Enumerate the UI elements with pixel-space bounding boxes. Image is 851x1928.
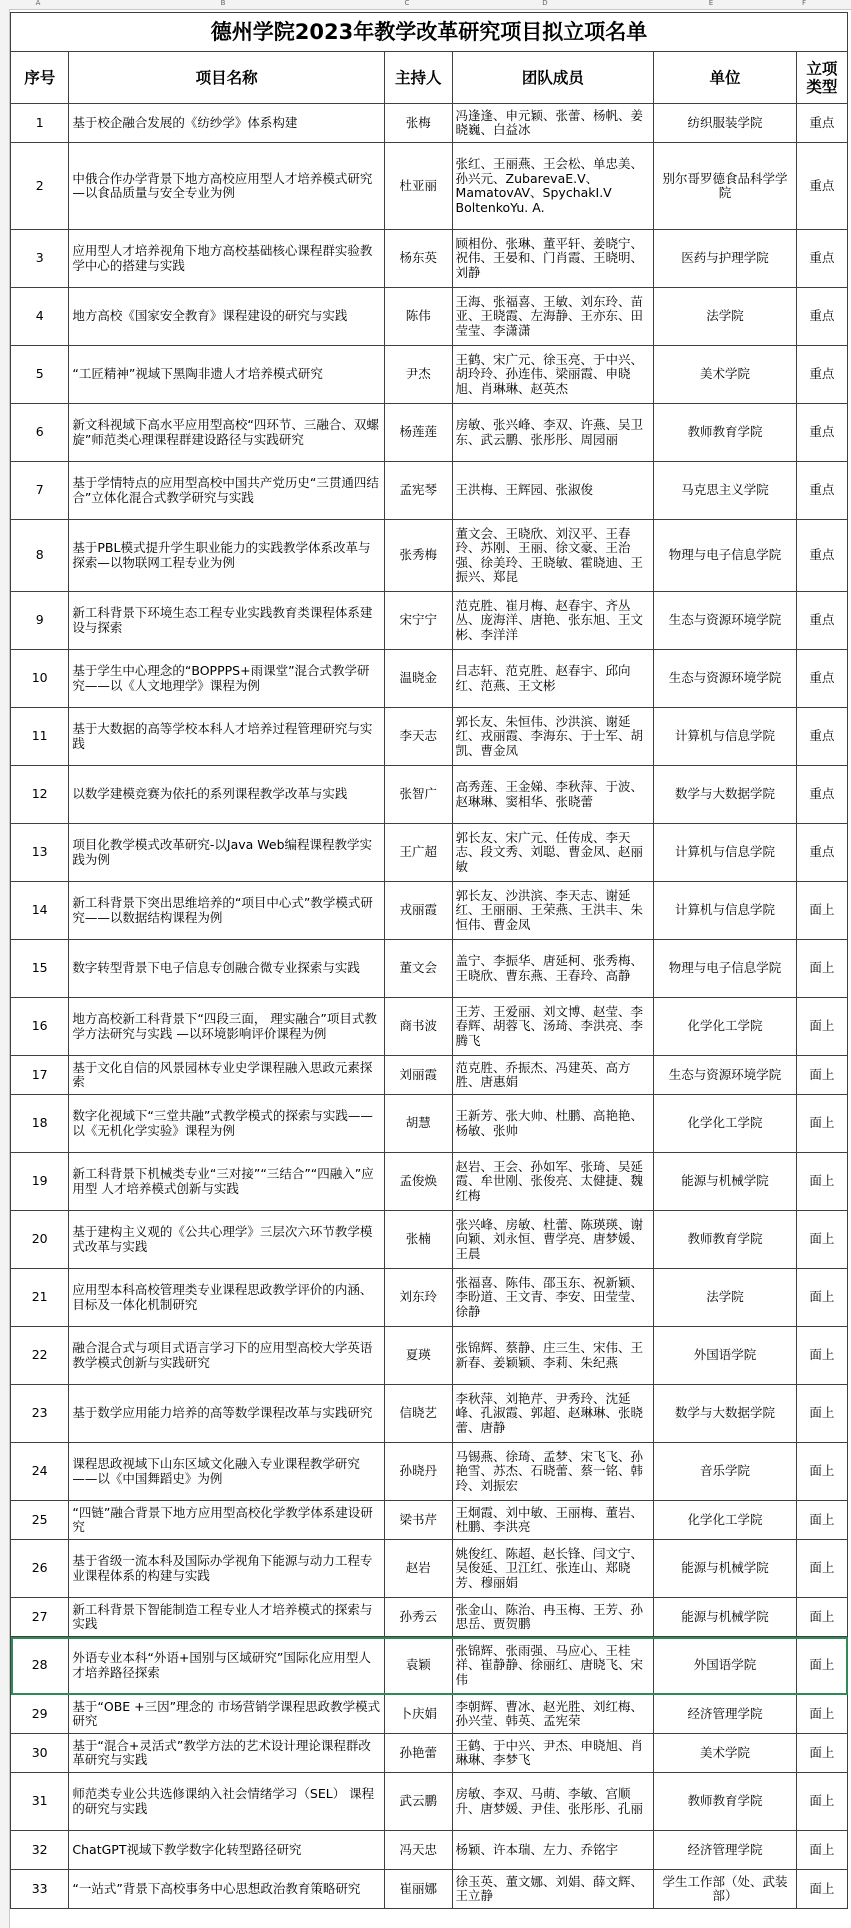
row-number[interactable]: 30 bbox=[11, 1734, 69, 1773]
unit-name[interactable]: 计算机与信息学院 bbox=[654, 708, 796, 766]
header-type[interactable]: 立项类型 bbox=[796, 52, 847, 104]
host-name[interactable]: 宋宁宁 bbox=[384, 592, 452, 650]
project-name[interactable]: “一站式”背景下高校事务中心思想政治教育策略研究 bbox=[69, 1870, 385, 1909]
host-name[interactable]: 孟俊焕 bbox=[384, 1153, 452, 1211]
column-header-bar bbox=[0, 0, 851, 10]
project-type[interactable]: 重点 bbox=[796, 143, 847, 230]
table-row bbox=[11, 1734, 848, 1773]
host-name[interactable]: 孙艳蕾 bbox=[384, 1734, 452, 1773]
project-type[interactable]: 面上 bbox=[796, 1385, 847, 1443]
host-name[interactable]: 温晓金 bbox=[384, 650, 452, 708]
row-number[interactable]: 18 bbox=[11, 1095, 69, 1153]
project-name[interactable]: ChatGPT视域下教学数字化转型路径研究 bbox=[69, 1831, 385, 1870]
row-number[interactable]: 3 bbox=[11, 230, 69, 288]
row-number[interactable]: 5 bbox=[11, 346, 69, 404]
host-name[interactable]: 尹杰 bbox=[384, 346, 452, 404]
header-team[interactable]: 团队成员 bbox=[452, 52, 654, 104]
team-members[interactable]: 王鹤、于中兴、尹杰、申晓旭、肖琳琳、李梦飞 bbox=[452, 1734, 654, 1773]
unit-name[interactable]: 能源与机械学院 bbox=[654, 1598, 796, 1637]
host-name[interactable]: 戎丽霞 bbox=[384, 882, 452, 940]
team-members[interactable]: 李秋萍、刘艳芹、尹秀玲、沈延峰、孔淑霞、郭超、赵琳琳、张晓蕾、唐静 bbox=[452, 1385, 654, 1443]
table-row bbox=[11, 882, 848, 940]
host-name[interactable]: 杨东英 bbox=[384, 230, 452, 288]
table-row bbox=[11, 1327, 848, 1385]
project-name[interactable]: 应用型人才培养视角下地方高校基础核心课程群实验教学中心的搭建与实践 bbox=[69, 230, 385, 288]
unit-name[interactable]: 物理与电子信息学院 bbox=[654, 520, 796, 592]
unit-name[interactable]: 法学院 bbox=[654, 288, 796, 346]
row-number[interactable]: 7 bbox=[11, 462, 69, 520]
team-members[interactable]: 郭长友、宋广元、任传成、李天志、段文秀、刘聪、曹金凤、赵丽敏 bbox=[452, 824, 654, 882]
row-number[interactable]: 24 bbox=[11, 1443, 69, 1501]
unit-name[interactable]: 计算机与信息学院 bbox=[654, 824, 796, 882]
project-name[interactable]: 基于校企融合发展的《纺纱学》体系构建 bbox=[69, 104, 385, 143]
host-name[interactable]: 杜亚丽 bbox=[384, 143, 452, 230]
team-members[interactable]: 张兴峰、房敏、杜蕾、陈瑛瑛、谢向颖、刘永恒、曹学亮、唐梦媛、王晨 bbox=[452, 1211, 654, 1269]
project-name[interactable]: 中俄合作办学背景下地方高校应用型人才培养模式研究—以食品质量与安全专业为例 bbox=[69, 143, 385, 230]
team-members[interactable]: 姚俊红、陈超、赵长锋、闫文宁、吴俊延、卫江红、张连山、郑晓芳、穆丽娟 bbox=[452, 1540, 654, 1598]
table-row bbox=[11, 1773, 848, 1831]
host-name[interactable]: 赵岩 bbox=[384, 1540, 452, 1598]
unit-name[interactable]: 物理与电子信息学院 bbox=[654, 940, 796, 998]
host-name[interactable]: 张秀梅 bbox=[384, 520, 452, 592]
host-name[interactable]: 冯天忠 bbox=[384, 1831, 452, 1870]
table-row bbox=[11, 708, 848, 766]
row-number[interactable]: 11 bbox=[11, 708, 69, 766]
project-name[interactable]: “四链”融合背景下地方应用型高校化学教学体系建设研究 bbox=[69, 1501, 385, 1540]
team-members[interactable]: 郭长友、沙洪滨、李天志、谢延红、王丽丽、王荣燕、王洪丰、朱恒伟、曹金凤 bbox=[452, 882, 654, 940]
unit-name[interactable]: 化学化工学院 bbox=[654, 1501, 796, 1540]
project-type[interactable]: 重点 bbox=[796, 104, 847, 143]
unit-name[interactable]: 教师教育学院 bbox=[654, 404, 796, 462]
row-number[interactable]: 32 bbox=[11, 1831, 69, 1870]
sheet-title[interactable]: 德州学院2023年教学改革研究项目拟立项名单 bbox=[11, 13, 848, 52]
row-number[interactable]: 14 bbox=[11, 882, 69, 940]
project-type[interactable]: 面上 bbox=[796, 1443, 847, 1501]
project-type[interactable]: 重点 bbox=[796, 650, 847, 708]
header-unit[interactable]: 单位 bbox=[654, 52, 796, 104]
column-letter-d[interactable]: D bbox=[542, 0, 548, 7]
team-members[interactable]: 王鹤、宋广元、徐玉亮、于中兴、胡玲玲、孙连伟、梁丽霞、申晓旭、肖琳琳、赵英杰 bbox=[452, 346, 654, 404]
table-row bbox=[11, 288, 848, 346]
project-name[interactable]: 新工科背景下智能制造工程专业人才培养模式的探索与实践 bbox=[69, 1598, 385, 1637]
table-row bbox=[11, 1385, 848, 1443]
table-row bbox=[11, 1637, 848, 1695]
table-row bbox=[11, 998, 848, 1056]
unit-name[interactable]: 化学化工学院 bbox=[654, 1095, 796, 1153]
team-members[interactable]: 高秀莲、王金娣、李秋萍、于波、赵琳琳、窦相华、张晓蕾 bbox=[452, 766, 654, 824]
table-row bbox=[11, 1153, 848, 1211]
project-name[interactable]: 融合混合式与项目式语言学习下的应用型高校大学英语教学模式创新与实践研究 bbox=[69, 1327, 385, 1385]
project-name[interactable]: 基于建构主义观的《公共心理学》三层次六环节教学模式改革与实践 bbox=[69, 1211, 385, 1269]
host-name[interactable]: 商书波 bbox=[384, 998, 452, 1056]
host-name[interactable]: 夏瑛 bbox=[384, 1327, 452, 1385]
project-type[interactable]: 重点 bbox=[796, 824, 847, 882]
row-number[interactable]: 20 bbox=[11, 1211, 69, 1269]
row-number[interactable]: 1 bbox=[11, 104, 69, 143]
team-members[interactable]: 郭长友、朱恒伟、沙洪滨、谢延红、戎丽霞、李海东、于士军、胡凯、曹金凤 bbox=[452, 708, 654, 766]
host-name[interactable]: 董文会 bbox=[384, 940, 452, 998]
project-name[interactable]: 基于PBL模式提升学生职业能力的实践教学体系改革与探索—以物联网工程专业为例 bbox=[69, 520, 385, 592]
unit-name[interactable]: 教师教育学院 bbox=[654, 1773, 796, 1831]
row-number[interactable]: 26 bbox=[11, 1540, 69, 1598]
row-number[interactable]: 13 bbox=[11, 824, 69, 882]
project-name[interactable]: 新工科背景下环境生态工程专业实践教育类课程体系建设与探索 bbox=[69, 592, 385, 650]
table-row bbox=[11, 1695, 848, 1734]
project-name[interactable]: 基于大数据的高等学校本科人才培养过程管理研究与实践 bbox=[69, 708, 385, 766]
project-type[interactable]: 面上 bbox=[796, 1773, 847, 1831]
unit-name[interactable]: 计算机与信息学院 bbox=[654, 882, 796, 940]
row-number[interactable]: 31 bbox=[11, 1773, 69, 1831]
table-row bbox=[11, 1269, 848, 1327]
project-type[interactable]: 重点 bbox=[796, 404, 847, 462]
project-name[interactable]: 基于“混合+灵活式”教学方法的艺术设计理论课程群改革研究与实践 bbox=[69, 1734, 385, 1773]
unit-name[interactable]: 化学化工学院 bbox=[654, 998, 796, 1056]
host-name[interactable]: 武云鹏 bbox=[384, 1773, 452, 1831]
project-type[interactable]: 面上 bbox=[796, 1598, 847, 1637]
table-row bbox=[11, 650, 848, 708]
team-members[interactable]: 王洪梅、王辉园、张淑俊 bbox=[452, 462, 654, 520]
project-name[interactable]: 应用型本科高校管理类专业课程思政教学评价的内涵、目标及一体化机制研究 bbox=[69, 1269, 385, 1327]
team-members[interactable]: 范克胜、乔振杰、冯建英、高方胜、唐惠娟 bbox=[452, 1056, 654, 1095]
team-members[interactable]: 房敏、张兴峰、李双、许燕、吴卫东、武云鹏、张彤彤、周园丽 bbox=[452, 404, 654, 462]
table-row bbox=[11, 1211, 848, 1269]
project-type[interactable]: 面上 bbox=[796, 1095, 847, 1153]
project-type[interactable]: 重点 bbox=[796, 288, 847, 346]
row-number[interactable]: 8 bbox=[11, 520, 69, 592]
table-row bbox=[11, 1831, 848, 1870]
project-type[interactable]: 重点 bbox=[796, 462, 847, 520]
project-type[interactable]: 重点 bbox=[796, 520, 847, 592]
project-name[interactable]: 数字化视域下“三堂共融”式教学模式的探索与实践——以《无机化学实验》课程为例 bbox=[69, 1095, 385, 1153]
team-members[interactable]: 王海、张福喜、王敏、刘东玲、苗亚、王晓霞、左海静、王亦东、田莹莹、李潇潇 bbox=[452, 288, 654, 346]
project-type[interactable]: 重点 bbox=[796, 230, 847, 288]
host-name[interactable]: 王广超 bbox=[384, 824, 452, 882]
row-number[interactable]: 21 bbox=[11, 1269, 69, 1327]
project-type[interactable]: 面上 bbox=[796, 998, 847, 1056]
team-members[interactable]: 范克胜、崔月梅、赵春宇、齐丛丛、庞海洋、唐艳、张东旭、王文彬、李洋洋 bbox=[452, 592, 654, 650]
column-letter-f[interactable]: F bbox=[801, 0, 807, 7]
row-number[interactable]: 16 bbox=[11, 998, 69, 1056]
column-letter-b[interactable]: B bbox=[220, 0, 226, 7]
project-name[interactable]: 项目化教学模式改革研究-以Java Web编程课程教学实践为例 bbox=[69, 824, 385, 882]
unit-name[interactable]: 生态与资源环境学院 bbox=[654, 650, 796, 708]
row-number[interactable]: 23 bbox=[11, 1385, 69, 1443]
column-letter-a[interactable]: A bbox=[35, 0, 41, 7]
project-type[interactable]: 面上 bbox=[796, 940, 847, 998]
project-name[interactable]: 地方高校新工科背景下“四段三面， 理实融合”项目式教学方法研究与实践 —以环境影响评价课程为例 bbox=[69, 998, 385, 1056]
unit-name[interactable]: 别尔哥罗德食品科学学院 bbox=[654, 143, 796, 230]
table-row bbox=[11, 1540, 848, 1598]
team-members[interactable]: 徐玉英、董文娜、刘娟、薛文辉、王立静 bbox=[452, 1870, 654, 1909]
unit-name[interactable]: 美术学院 bbox=[654, 346, 796, 404]
unit-name[interactable]: 马克思主义学院 bbox=[654, 462, 796, 520]
unit-name[interactable]: 经济管理学院 bbox=[654, 1831, 796, 1870]
team-members[interactable]: 顾相份、张琳、董平轩、姜晓宁、祝伟、王晏和、门肖霞、王晓明、刘静 bbox=[452, 230, 654, 288]
project-name[interactable]: 基于省级一流本科及国际办学视角下能源与动力工程专业课程体系的构建与实践 bbox=[69, 1540, 385, 1598]
table-row bbox=[11, 766, 848, 824]
row-number[interactable]: 12 bbox=[11, 766, 69, 824]
project-type[interactable]: 面上 bbox=[796, 1540, 847, 1598]
unit-name[interactable]: 法学院 bbox=[654, 1269, 796, 1327]
unit-name[interactable]: 教师教育学院 bbox=[654, 1211, 796, 1269]
project-name[interactable]: 基于文化自信的风景园林专业史学课程融入思政元素探索 bbox=[69, 1056, 385, 1095]
project-type[interactable]: 面上 bbox=[796, 1501, 847, 1540]
project-name[interactable]: 数字转型背景下电子信息专创融合微专业探索与实践 bbox=[69, 940, 385, 998]
row-number[interactable]: 29 bbox=[11, 1695, 69, 1734]
table-row bbox=[11, 346, 848, 404]
team-members[interactable]: 盖宁、李振华、唐延柯、张秀梅、王晓欣、曹东燕、王春玲、高静 bbox=[452, 940, 654, 998]
unit-name[interactable]: 纺织服装学院 bbox=[654, 104, 796, 143]
project-type[interactable]: 面上 bbox=[796, 1056, 847, 1095]
header-row bbox=[11, 52, 848, 104]
table-row bbox=[11, 1443, 848, 1501]
host-name[interactable]: 胡慧 bbox=[384, 1095, 452, 1153]
host-name[interactable]: 孙秀云 bbox=[384, 1598, 452, 1637]
unit-name[interactable]: 医药与护理学院 bbox=[654, 230, 796, 288]
unit-name[interactable]: 能源与机械学院 bbox=[654, 1540, 796, 1598]
unit-name[interactable]: 生态与资源环境学院 bbox=[654, 592, 796, 650]
unit-name[interactable]: 生态与资源环境学院 bbox=[654, 1056, 796, 1095]
team-members[interactable]: 张锦辉、蔡静、庄三生、宋伟、王新春、姜颖颖、李莉、朱纪燕 bbox=[452, 1327, 654, 1385]
row-number[interactable]: 6 bbox=[11, 404, 69, 462]
row-number[interactable]: 9 bbox=[11, 592, 69, 650]
table-row bbox=[11, 592, 848, 650]
unit-name[interactable]: 外国语学院 bbox=[654, 1327, 796, 1385]
host-name[interactable]: 陈伟 bbox=[384, 288, 452, 346]
header-no[interactable]: 序号 bbox=[11, 52, 69, 104]
project-name[interactable]: 以数学建模竞赛为依托的系列课程教学改革与实践 bbox=[69, 766, 385, 824]
team-members[interactable]: 张锦辉、张雨强、马应心、王桂祥、崔静静、徐丽红、唐晓飞、宋伟 bbox=[452, 1637, 654, 1695]
project-name[interactable]: 新工科背景下突出思维培养的“项目中心式”教学模式研究——以数据结构课程为例 bbox=[69, 882, 385, 940]
host-name[interactable]: 杨莲莲 bbox=[384, 404, 452, 462]
project-name[interactable]: “工匠精神”视域下黑陶非遗人才培养模式研究 bbox=[69, 346, 385, 404]
project-type[interactable]: 重点 bbox=[796, 766, 847, 824]
project-type[interactable]: 面上 bbox=[796, 1269, 847, 1327]
team-members[interactable]: 张红、王丽燕、王会松、单忠美、孙兴元、ZubarevaE.V、MamatovAV、SpychakI.V BoltenkoYu. A. bbox=[452, 143, 654, 230]
unit-name[interactable]: 经济管理学院 bbox=[654, 1695, 796, 1734]
team-members[interactable]: 马锡燕、徐琦、孟梦、宋飞飞、孙艳雪、苏杰、石晓蕾、蔡一铭、韩玲、刘振宏 bbox=[452, 1443, 654, 1501]
unit-name[interactable]: 学生工作部（处、武装部） bbox=[654, 1870, 796, 1909]
host-name[interactable]: 张智广 bbox=[384, 766, 452, 824]
project-name[interactable]: 基于“OBE +三因”理念的 市场营销学课程思政教学模式研究 bbox=[69, 1695, 385, 1734]
project-type[interactable]: 面上 bbox=[796, 1831, 847, 1870]
title-row bbox=[11, 13, 848, 52]
host-name[interactable]: 卜庆娟 bbox=[384, 1695, 452, 1734]
host-name[interactable]: 刘东玲 bbox=[384, 1269, 452, 1327]
team-members[interactable]: 吕志轩、范克胜、赵春宇、邱向红、范燕、王文彬 bbox=[452, 650, 654, 708]
host-name[interactable]: 崔丽娜 bbox=[384, 1870, 452, 1909]
team-members[interactable]: 董文会、王晓欣、刘汉平、王春玲、苏刚、王丽、徐文豪、王治强、徐美玲、王晓敏、霍晓迪、王振兴、郑昆 bbox=[452, 520, 654, 592]
project-type[interactable]: 面上 bbox=[796, 1637, 847, 1695]
project-type[interactable]: 面上 bbox=[796, 882, 847, 940]
column-letter-c[interactable]: C bbox=[404, 0, 410, 7]
project-type[interactable]: 面上 bbox=[796, 1870, 847, 1909]
team-members[interactable]: 冯逢逢、申元颖、张蕾、杨帆、姜晓巍、白益冰 bbox=[452, 104, 654, 143]
row-number[interactable]: 19 bbox=[11, 1153, 69, 1211]
team-members[interactable]: 杨颖、许本瑞、左力、乔铭宇 bbox=[452, 1831, 654, 1870]
row-number[interactable]: 25 bbox=[11, 1501, 69, 1540]
team-members[interactable]: 王炯霞、刘中敏、王丽梅、董岩、杜鹏、李洪亮 bbox=[452, 1501, 654, 1540]
table-row bbox=[11, 230, 848, 288]
table-row bbox=[11, 1095, 848, 1153]
project-name[interactable]: 基于学情特点的应用型高校中国共产党历史“三贯通四结合”立体化混合式教学研究与实践 bbox=[69, 462, 385, 520]
project-name[interactable]: 基于学生中心理念的“BOPPPS+雨课堂”混合式教学研究——以《人文地理学》课程为例 bbox=[69, 650, 385, 708]
host-name[interactable]: 刘丽霞 bbox=[384, 1056, 452, 1095]
table-row bbox=[11, 1870, 848, 1909]
team-members[interactable]: 王新芳、张大帅、杜鹏、高艳艳、杨敏、张帅 bbox=[452, 1095, 654, 1153]
row-number[interactable]: 28 bbox=[11, 1637, 69, 1695]
team-members[interactable]: 王芳、王爱丽、刘文博、赵莹、李春辉、胡蓉飞、汤琦、李洪亮、李腾飞 bbox=[452, 998, 654, 1056]
project-type[interactable]: 面上 bbox=[796, 1734, 847, 1773]
project-type[interactable]: 面上 bbox=[796, 1327, 847, 1385]
project-name[interactable]: 外语专业本科“外语+国别与区域研究”国际化应用型人才培养路径探索 bbox=[69, 1637, 385, 1695]
row-number[interactable]: 33 bbox=[11, 1870, 69, 1909]
host-name[interactable]: 孟宪琴 bbox=[384, 462, 452, 520]
row-number[interactable]: 17 bbox=[11, 1056, 69, 1095]
table-row bbox=[11, 1598, 848, 1637]
table-row bbox=[11, 104, 848, 143]
unit-name[interactable]: 美术学院 bbox=[654, 1734, 796, 1773]
host-name[interactable]: 袁颖 bbox=[384, 1637, 452, 1695]
team-members[interactable]: 李朝辉、曹冰、赵光胜、刘红梅、孙兴莹、韩英、孟宪荣 bbox=[452, 1695, 654, 1734]
team-members[interactable]: 赵岩、王会、孙如军、张琦、吴延霞、牟世刚、张俊亮、太健捷、魏红梅 bbox=[452, 1153, 654, 1211]
project-type[interactable]: 面上 bbox=[796, 1695, 847, 1734]
row-number[interactable]: 4 bbox=[11, 288, 69, 346]
team-members[interactable]: 张福喜、陈伟、邵玉东、祝新颖、李盼道、王文青、李安、田莹莹、徐静 bbox=[452, 1269, 654, 1327]
header-name[interactable]: 项目名称 bbox=[69, 52, 385, 104]
row-number[interactable]: 10 bbox=[11, 650, 69, 708]
host-name[interactable]: 信晓艺 bbox=[384, 1385, 452, 1443]
project-list-table bbox=[10, 12, 848, 1909]
table-row bbox=[11, 824, 848, 882]
team-members[interactable]: 房敏、李双、马萌、李敏、宫顺升、唐梦媛、尹佳、张彤彤、孔丽 bbox=[452, 1773, 654, 1831]
project-type[interactable]: 面上 bbox=[796, 1211, 847, 1269]
row-number[interactable]: 15 bbox=[11, 940, 69, 998]
row-number[interactable]: 22 bbox=[11, 1327, 69, 1385]
row-header-bar bbox=[0, 9, 10, 1928]
unit-name[interactable]: 音乐学院 bbox=[654, 1443, 796, 1501]
table-row bbox=[11, 143, 848, 230]
host-name[interactable]: 李天志 bbox=[384, 708, 452, 766]
table-row bbox=[11, 940, 848, 998]
row-number[interactable]: 27 bbox=[11, 1598, 69, 1637]
row-number[interactable]: 2 bbox=[11, 143, 69, 230]
host-name[interactable]: 孙晓丹 bbox=[384, 1443, 452, 1501]
unit-name[interactable]: 数学与大数据学院 bbox=[654, 766, 796, 824]
table-row bbox=[11, 1501, 848, 1540]
project-type[interactable]: 重点 bbox=[796, 708, 847, 766]
header-host[interactable]: 主持人 bbox=[384, 52, 452, 104]
project-name[interactable]: 新工科背景下机械类专业“三对接”“三结合”“四融入”应用型 人才培养模式创新与实践 bbox=[69, 1153, 385, 1211]
host-name[interactable]: 张梅 bbox=[384, 104, 452, 143]
unit-name[interactable]: 外国语学院 bbox=[654, 1637, 796, 1695]
host-name[interactable]: 梁书芹 bbox=[384, 1501, 452, 1540]
project-name[interactable]: 地方高校《国家安全教育》课程建设的研究与实践 bbox=[69, 288, 385, 346]
unit-name[interactable]: 数学与大数据学院 bbox=[654, 1385, 796, 1443]
project-type[interactable]: 重点 bbox=[796, 346, 847, 404]
project-name[interactable]: 师范类专业公共选修课纳入社会情绪学习（SEL） 课程的研究与实践 bbox=[69, 1773, 385, 1831]
unit-name[interactable]: 能源与机械学院 bbox=[654, 1153, 796, 1211]
team-members[interactable]: 张金山、陈治、冉玉梅、王芳、孙思岳、贾贺鹏 bbox=[452, 1598, 654, 1637]
project-name[interactable]: 新文科视域下高水平应用型高校“四环节、三融合、双螺旋”师范类心理课程群建设路径与实践研究 bbox=[69, 404, 385, 462]
table-row bbox=[11, 462, 848, 520]
host-name[interactable]: 张楠 bbox=[384, 1211, 452, 1269]
table-row bbox=[11, 404, 848, 462]
project-type[interactable]: 重点 bbox=[796, 592, 847, 650]
table-row bbox=[11, 520, 848, 592]
project-type[interactable]: 面上 bbox=[796, 1153, 847, 1211]
project-name[interactable]: 课程思政视域下山东区域文化融入专业课程教学研究——以《中国舞蹈史》为例 bbox=[69, 1443, 385, 1501]
project-name[interactable]: 基于数学应用能力培养的高等数学课程改革与实践研究 bbox=[69, 1385, 385, 1443]
table-row bbox=[11, 1056, 848, 1095]
column-letter-e[interactable]: E bbox=[708, 0, 714, 7]
